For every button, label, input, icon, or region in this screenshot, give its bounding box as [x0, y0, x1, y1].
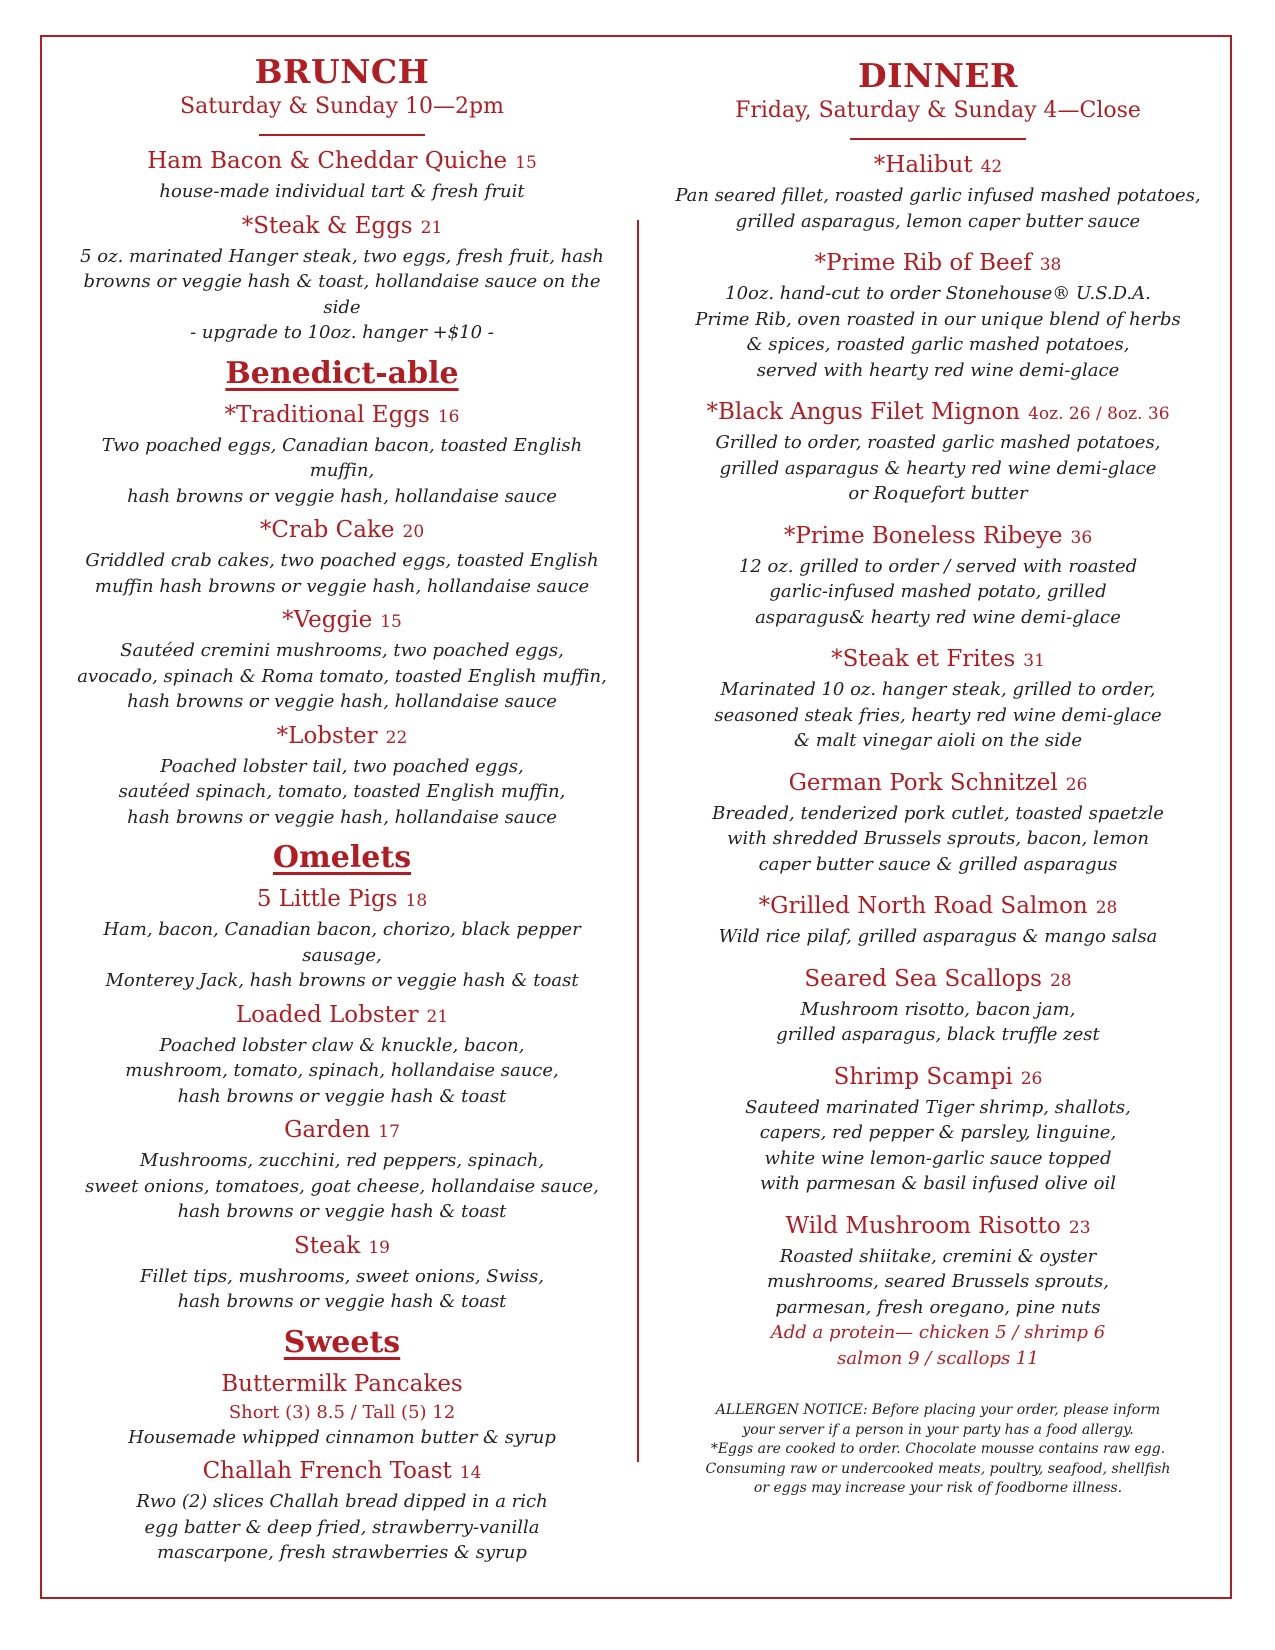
item-name: Shrimp Scampi — [833, 1063, 1013, 1090]
item-name: *Steak et Frites — [831, 646, 1016, 672]
item-name: Loaded Lobster — [235, 1001, 419, 1028]
menu-item — [72, 400, 612, 510]
brunch-title: BRUNCH — [254, 52, 430, 91]
item-price: 22 — [385, 727, 408, 748]
dinner-hours: Friday, Saturday & Sunday 4—Close — [735, 98, 1141, 123]
dinner-title: DINNER — [858, 56, 1018, 95]
item-name: *Lobster — [276, 722, 378, 749]
item-name: Wild Mushroom Risotto — [785, 1212, 1061, 1239]
protein-addon: Add a protein— chicken 5 / shrimp 6 salmon 9 / scallops 11 — [770, 1322, 1106, 1369]
item-name: *Traditional Eggs — [224, 401, 430, 428]
item-price: 14 — [459, 1463, 482, 1483]
item-description: Fillet tips, mushrooms, sweet onions, Swiss, hash browns or veggie hash & toast — [140, 1265, 544, 1312]
item-price: 28 — [1095, 898, 1118, 918]
item-price: 20 — [402, 522, 425, 542]
item-price: 42 — [980, 157, 1003, 177]
item-price: 38 — [1039, 255, 1062, 275]
item-name: *Grilled North Road Salmon — [758, 893, 1088, 919]
item-name: Steak — [294, 1232, 361, 1259]
item-description: Pan seared fillet, roasted garlic infused mashed potatoes, grilled asparagus, lemon caper butter sauce — [675, 185, 1201, 232]
item-name: *Black Angus Filet Mignon — [706, 399, 1021, 425]
menu-item — [668, 521, 1208, 631]
item-name: *Veggie — [282, 607, 373, 633]
menu-item — [72, 1456, 612, 1566]
menu-item — [72, 1231, 612, 1315]
item-price: 15 — [515, 153, 537, 173]
item-description: house-made individual tart & fresh fruit — [159, 181, 525, 202]
menu-item — [668, 644, 1208, 754]
item-description: Griddled crab cakes, two poached eggs, toasted English muffin hash browns or veggie hash, hollandaise sauce — [85, 550, 599, 597]
menu-item — [72, 721, 612, 831]
item-price: 16 — [437, 406, 460, 427]
menu-item — [668, 1062, 1208, 1197]
item-price: 31 — [1023, 651, 1045, 671]
item-name: Ham Bacon & Cheddar Quiche — [147, 148, 508, 174]
item-price: 23 — [1068, 1217, 1091, 1238]
allergen-notice: ALLERGEN NOTICE: Before placing your order, please inform your server if a person in your party has a food allergy. *Eggs are cooked to order. Chocolate mousse contains raw egg. Consuming raw or undercooked meats, poultry, seafood, shellfish or eggs may increase your risk of foodborne illness. — [705, 1402, 1171, 1496]
item-price: 19 — [368, 1237, 390, 1258]
menu-item — [72, 1000, 612, 1110]
menu-item — [72, 1369, 612, 1451]
item-description: 5 oz. marinated Hanger steak, two eggs, fresh fruit, hash browns or veggie hash & toast, hollandaise sauce on the side - upgrade to 10oz. hanger +$10 - — [80, 245, 604, 343]
item-name: *Prime Rib of Beef — [814, 250, 1032, 276]
item-description: Breaded, tenderized pork cutlet, toasted spaetzle with shredded Brussels sprouts, bacon, lemon caper butter sauce & grilled asparagus — [712, 802, 1164, 875]
menu-item — [72, 515, 612, 599]
item-description: Poached lobster tail, two poached eggs, sautéed spinach, tomato, toasted English muffin, hash browns or veggie hash, hollandaise sauce — [118, 755, 566, 828]
benedict-heading: Benedict-able — [225, 355, 459, 391]
item-name: Garden — [284, 1117, 371, 1143]
item-price: 28 — [1049, 970, 1072, 991]
column-divider — [637, 220, 639, 1462]
dinner-column — [668, 52, 1208, 1499]
item-description: Sauteed marinated Tiger shrimp, shallots, capers, red pepper & parsley, linguine, white wine lemon-garlic sauce topped with parmesan & basil infused olive oil — [745, 1096, 1131, 1194]
item-description: Mushroom risotto, bacon jam, grilled asparagus, black truffle zest — [776, 998, 1100, 1045]
item-name: *Prime Boneless Ribeye — [783, 522, 1063, 549]
item-description: Rwo (2) slices Challah bread dipped in a rich egg batter & deep fried, strawberry-vanilla mascarpone, fresh strawberries & syrup — [136, 1491, 548, 1563]
item-price: 15 — [380, 612, 402, 632]
item-name: *Crab Cake — [259, 517, 395, 543]
brunch-column — [72, 52, 612, 1566]
item-name: *Steak & Eggs — [241, 212, 413, 239]
item-price: 4oz. 26 / 8oz. 36 — [1028, 404, 1170, 424]
menu-item — [668, 150, 1208, 234]
menu-item — [72, 146, 612, 205]
dinner-rule — [850, 138, 1026, 140]
menu-item — [668, 397, 1208, 507]
item-description: Ham, bacon, Canadian bacon, chorizo, black pepper sausage, Monterey Jack, hash browns or veggie hash & toast — [103, 919, 581, 991]
item-description: Two poached eggs, Canadian bacon, toasted English muffin, hash browns or veggie hash, hollandaise sauce — [101, 434, 583, 507]
menu-item — [72, 884, 612, 994]
item-description: 12 oz. grilled to order / served with roasted garlic-infused mashed potato, grilled asparagus& hearty red wine demi-glace — [738, 555, 1138, 628]
menu-item — [72, 605, 612, 715]
item-description: Marinated 10 oz. hanger steak, grilled to order, seasoned steak fries, hearty red wine demi-glace & malt vinegar aioli on the side — [714, 679, 1162, 751]
item-description: Housemade whipped cinnamon butter & syrup — [128, 1426, 556, 1448]
menu-item — [668, 768, 1208, 878]
item-price: 26 — [1020, 1068, 1043, 1089]
menu-item — [72, 1115, 612, 1225]
item-description: Roasted shiitake, cremini & oyster mushrooms, seared Brussels sprouts, parmesan, fresh oregano, pine nuts — [767, 1245, 1109, 1318]
item-name: Challah French Toast — [202, 1458, 452, 1484]
item-price: 17 — [378, 1122, 400, 1142]
item-name: Seared Sea Scallops — [804, 965, 1042, 992]
item-description: Wild rice pilaf, grilled asparagus & mango salsa — [718, 926, 1158, 947]
sweets-heading: Sweets — [283, 1324, 401, 1360]
item-name: *Halibut — [873, 152, 973, 178]
item-description: Sautéed cremini mushrooms, two poached eggs, avocado, spinach & Roma tomato, toasted English muffin, hash browns or veggie hash, hollandaise sauce — [77, 640, 607, 712]
menu-item — [668, 1211, 1208, 1372]
item-name: 5 Little Pigs — [256, 886, 398, 912]
item-description: Grilled to order, roasted garlic mashed potatoes, grilled asparagus & hearty red wine demi-glace or Roquefort butter — [715, 432, 1161, 504]
item-price: 36 — [1070, 527, 1093, 548]
menu-item — [668, 248, 1208, 383]
item-name: German Pork Schnitzel — [788, 769, 1058, 796]
brunch-hours: Saturday & Sunday 10—2pm — [180, 94, 504, 119]
item-description: 10oz. hand-cut to order Stonehouse® U.S.D.A. Prime Rib, oven roasted in our unique blend of herbs & spices, roasted garlic mashed potatoes, served with hearty red wine demi-glace — [695, 283, 1181, 381]
item-price: 18 — [405, 891, 428, 911]
item-price: 26 — [1065, 774, 1088, 795]
menu-item — [668, 891, 1208, 950]
brunch-rule — [259, 134, 425, 136]
menu-item — [72, 211, 612, 346]
item-name: Buttermilk Pancakes — [221, 1370, 463, 1397]
item-description: Mushrooms, zucchini, red peppers, spinach, sweet onions, tomatoes, goat cheese, hollandaise sauce, hash browns or veggie hash & toast — [85, 1150, 599, 1222]
item-description: Poached lobster claw & knuckle, bacon, mushroom, tomato, spinach, hollandaise sauce, hash browns or veggie hash & toast — [125, 1034, 559, 1107]
menu-item — [668, 964, 1208, 1048]
item-price: 21 — [426, 1006, 449, 1027]
item-price: 21 — [420, 217, 443, 238]
item-price-sizes: Short (3) 8.5 / Tall (5) 12 — [228, 1401, 456, 1423]
omelets-heading: Omelets — [272, 840, 412, 875]
